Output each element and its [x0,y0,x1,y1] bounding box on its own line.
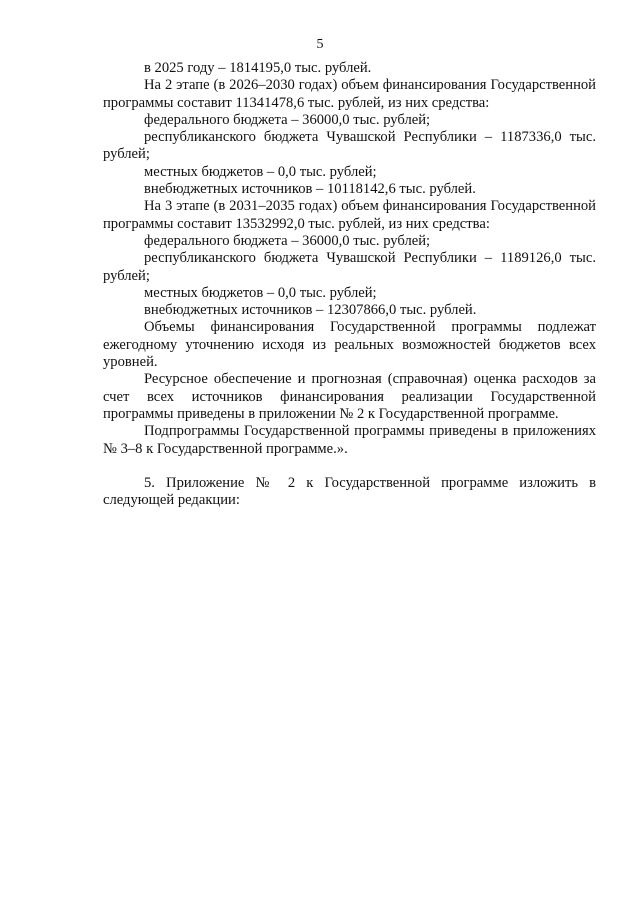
paragraph-stage-2-federal: федерального бюджета – 36000,0 тыс. рублей; [144,111,431,128]
paragraph-subprograms: Подпрограммы Государственной программы приведены в приложениях № 3–8 к Государственной программе.». [103,423,596,457]
paragraph-stage-2-republican: республиканского бюджета Чувашской Республики – 1187336,0 тыс. рублей; [103,129,596,163]
document-body [103,60,596,510]
paragraph-2025-amount: в 2025 году – 1814195,0 тыс. рублей. [144,60,372,76]
paragraph-stage-3-local: местных бюджетов – 0,0 тыс. рублей; [144,284,377,301]
paragraph-resource-provision: Ресурсное обеспечение и прогнозная (справочная) оценка расходов за счет всех источников финансирования реализации Государственной программы приведены в приложении № 2 к Государственной программе. [103,371,596,422]
paragraph-stage-3-total: На 3 этапе (в 2031–2035 годах) объем финансирования Государственной программы составит 13532992,0 тыс. рублей, из них средства: [103,198,596,232]
paragraph-stage-2-local: местных бюджетов – 0,0 тыс. рублей; [144,163,377,180]
paragraph-annual-adjustment: Объемы финансирования Государственной программы подлежат ежегодному уточнению исходя из реальных возможностей бюджетов всех уровней. [103,319,596,371]
paragraph-stage-2-extrabudgetary: внебюджетных источников – 10118142,6 тыс. рублей. [144,181,476,198]
paragraph-item-5: 5. Приложение № 2 к Государственной программе изложить в следующей редакции: [103,475,596,509]
paragraph-stage-2-total: На 2 этапе (в 2026–2030 годах) объем финансирования Государственной программы составит 11341478,6 тыс. рублей, из них средства: [103,77,596,111]
paragraph-stage-3-federal: федерального бюджета – 36000,0 тыс. рублей; [144,232,431,249]
paragraph-stage-3-extrabudgetary: внебюджетных источников – 12307866,0 тыс. рублей. [144,302,477,319]
paragraph-stage-3-republican: республиканского бюджета Чувашской Республики – 1189126,0 тыс. рублей; [103,250,596,284]
page-number: 5 [316,37,324,52]
